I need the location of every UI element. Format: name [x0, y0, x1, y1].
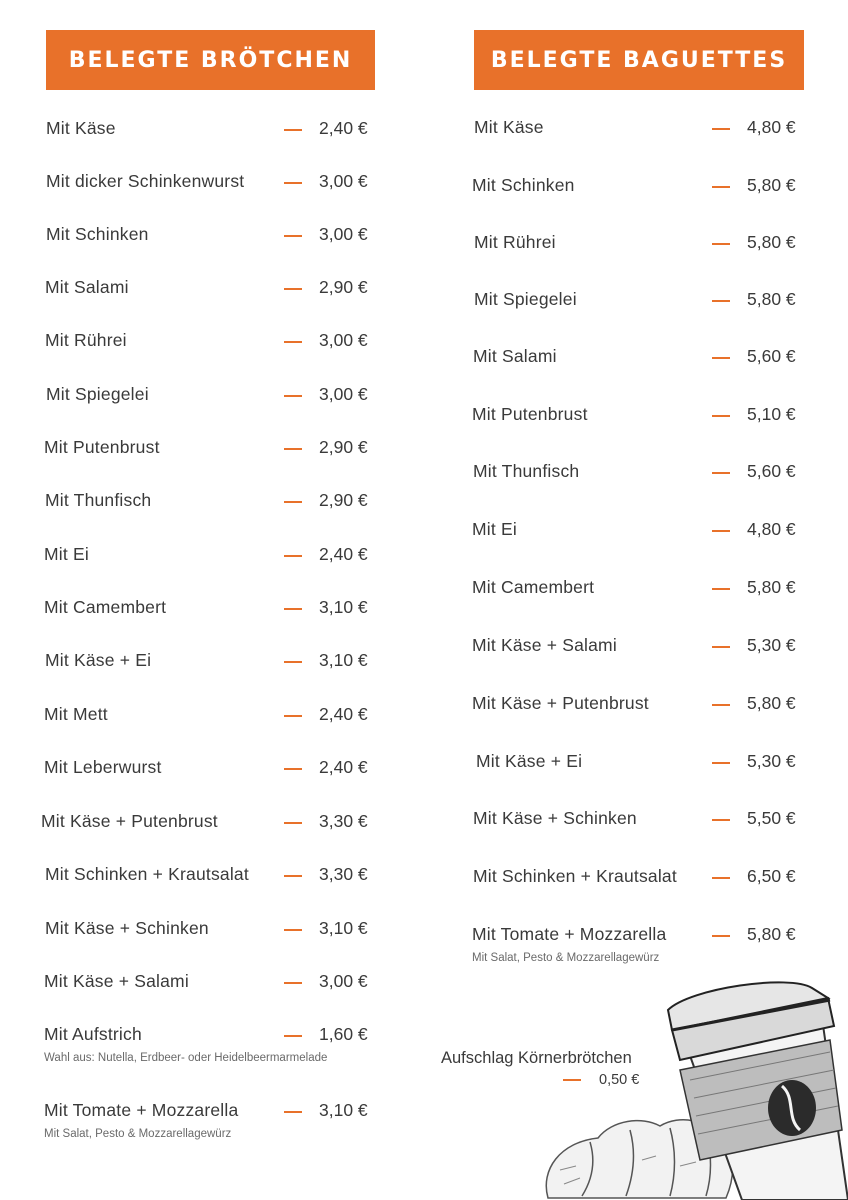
item-price: 2,90 €: [319, 437, 368, 457]
item-price: 3,10 €: [319, 1100, 368, 1120]
menu-item-mit-leberwurst: [44, 757, 389, 781]
price-dash: [284, 608, 302, 610]
menu-item-mit-kaese-salami: [472, 635, 817, 659]
item-name: Mit Salami: [473, 346, 557, 366]
item-name: Mit Salami: [45, 277, 129, 297]
item-price: 5,80 €: [747, 289, 796, 309]
menu-item-mit-mett: [44, 704, 389, 728]
item-price: 1,60 €: [319, 1024, 368, 1044]
item-price: 5,60 €: [747, 346, 796, 366]
price-dash: [284, 875, 302, 877]
item-note: Wahl aus: Nutella, Erdbeer- oder Heidelbeermarmelade: [44, 1052, 328, 1064]
price-dash: [284, 715, 302, 717]
price-dash: [712, 762, 730, 764]
item-name: Mit Putenbrust: [472, 404, 588, 424]
item-name: Mit Käse: [46, 118, 116, 138]
item-name: Mit Putenbrust: [44, 437, 160, 457]
item-price: 3,00 €: [319, 330, 368, 350]
menu-item-mit-kaese-salami: [44, 971, 389, 995]
menu-item-mit-spiegelei: [46, 384, 389, 408]
item-price: 3,00 €: [319, 384, 368, 404]
item-name: Mit Mett: [44, 704, 108, 724]
item-name: Mit Ei: [472, 519, 517, 539]
surcharge-label: Aufschlag Körnerbrötchen: [441, 1049, 632, 1067]
item-price: 6,50 €: [747, 866, 796, 886]
item-price: 5,30 €: [747, 635, 796, 655]
price-dash: [284, 129, 302, 131]
item-name: Mit Tomate + Mozzarella: [44, 1100, 239, 1120]
price-dash: [284, 555, 302, 557]
menu-item-mit-ei: [472, 519, 817, 543]
item-name: Mit Käse + Salami: [44, 971, 189, 991]
item-name: Mit Käse + Salami: [472, 635, 617, 655]
header-belegte-baguettes: [474, 30, 804, 90]
item-price: 3,10 €: [319, 650, 368, 670]
item-name: Mit Rührei: [45, 330, 127, 350]
price-dash: [712, 877, 730, 879]
item-price: 5,80 €: [747, 924, 796, 944]
item-price: 3,00 €: [319, 971, 368, 991]
item-price: 5,80 €: [747, 175, 796, 195]
item-name: Mit Schinken + Krautsalat: [45, 864, 249, 884]
item-price: 3,30 €: [319, 864, 368, 884]
header-title: BELEGTE BAGUETTES: [490, 47, 788, 73]
item-price: 4,80 €: [747, 117, 796, 137]
item-name: Mit Camembert: [472, 577, 595, 597]
item-price: 5,80 €: [747, 577, 796, 597]
item-name: Mit Leberwurst: [44, 757, 162, 777]
item-note: Mit Salat, Pesto & Mozzarellagewürz: [44, 1128, 232, 1140]
menu-item-mit-kaese: [474, 117, 817, 141]
price-dash: [284, 661, 302, 663]
item-price: 2,40 €: [319, 544, 368, 564]
price-dash: [712, 128, 730, 130]
coffee-cup-illustration: [530, 970, 848, 1200]
header-title: BELEGTE BRÖTCHEN: [68, 47, 353, 73]
price-dash: [712, 819, 730, 821]
menu-item-mit-tomate-mozzarella: [472, 924, 817, 948]
item-name: Mit dicker Schinkenwurst: [46, 171, 245, 191]
menu-item-mit-spiegelei: [474, 289, 817, 313]
item-name: Mit Käse + Schinken: [45, 918, 209, 938]
menu-item-mit-kaese-ei: [476, 751, 817, 775]
price-dash: [284, 235, 302, 237]
menu-item-mit-kaese: [46, 118, 389, 142]
price-dash: [712, 935, 730, 937]
item-name: Mit Käse + Schinken: [473, 808, 637, 828]
item-price: 3,00 €: [319, 171, 368, 191]
surcharge-price: 0,50 €: [599, 1072, 640, 1088]
price-dash: [284, 341, 302, 343]
menu-item-mit-putenbrust: [472, 404, 817, 428]
price-dash: [284, 448, 302, 450]
price-dash: [284, 182, 302, 184]
item-price: 2,40 €: [319, 704, 368, 724]
menu-item-mit-aufstrich: [44, 1024, 389, 1048]
item-name: Mit Thunfisch: [473, 461, 580, 481]
header-belegte-broetchen: [46, 30, 375, 90]
menu-item-mit-ruehrei: [45, 330, 389, 354]
price-dash: [712, 357, 730, 359]
item-price: 3,30 €: [319, 811, 368, 831]
menu-item-mit-dicker-schinkenwurst: [46, 171, 389, 195]
item-name: Mit Schinken: [472, 175, 575, 195]
item-name: Mit Käse + Ei: [476, 751, 583, 771]
item-name: Mit Käse + Putenbrust: [41, 811, 218, 831]
item-name: Mit Käse + Putenbrust: [472, 693, 649, 713]
item-price: 2,90 €: [319, 277, 368, 297]
menu-item-mit-schinken-krautsalat: [473, 866, 817, 890]
price-dash: [284, 395, 302, 397]
price-dash: [712, 415, 730, 417]
item-price: 5,60 €: [747, 461, 796, 481]
menu-item-mit-ei: [44, 544, 389, 568]
item-price: 5,80 €: [747, 693, 796, 713]
item-name: Mit Spiegelei: [474, 289, 577, 309]
price-dash: [712, 186, 730, 188]
menu-item-mit-tomate-mozzarella: [44, 1100, 389, 1124]
menu-item-mit-schinken-krautsalat: [45, 864, 389, 888]
item-name: Mit Aufstrich: [44, 1024, 142, 1044]
menu-item-mit-camembert: [472, 577, 817, 601]
price-dash: [284, 982, 302, 984]
menu-item-mit-thunfisch: [45, 490, 389, 514]
item-name: Mit Schinken: [46, 224, 149, 244]
item-name: Mit Spiegelei: [46, 384, 149, 404]
menu-item-mit-ruehrei: [474, 232, 817, 256]
price-dash: [712, 704, 730, 706]
menu-item-mit-camembert: [44, 597, 389, 621]
price-dash: [284, 501, 302, 503]
price-dash: [284, 1111, 302, 1113]
item-name: Mit Ei: [44, 544, 89, 564]
item-price: 3,10 €: [319, 918, 368, 938]
item-price: 2,40 €: [319, 118, 368, 138]
item-price: 5,50 €: [747, 808, 796, 828]
item-price: 4,80 €: [747, 519, 796, 539]
item-name: Mit Rührei: [474, 232, 556, 252]
item-name: Mit Camembert: [44, 597, 167, 617]
menu-item-mit-kaese-putenbrust: [41, 811, 389, 835]
price-dash: [284, 822, 302, 824]
item-name: Mit Käse + Ei: [45, 650, 152, 670]
price-dash: [284, 288, 302, 290]
menu-item-mit-salami: [473, 346, 817, 370]
item-price: 3,10 €: [319, 597, 368, 617]
price-dash: [712, 530, 730, 532]
price-dash: [712, 646, 730, 648]
menu-item-mit-kaese-putenbrust: [472, 693, 817, 717]
menu-item-mit-schinken: [472, 175, 817, 199]
item-name: Mit Tomate + Mozzarella: [472, 924, 667, 944]
item-price: 2,90 €: [319, 490, 368, 510]
item-price: 2,40 €: [319, 757, 368, 777]
item-price: 5,10 €: [747, 404, 796, 424]
item-price: 5,30 €: [747, 751, 796, 771]
price-dash: [712, 472, 730, 474]
price-dash: [712, 300, 730, 302]
price-dash: [284, 768, 302, 770]
item-price: 3,00 €: [319, 224, 368, 244]
price-dash: [284, 929, 302, 931]
menu-item-mit-schinken: [46, 224, 389, 248]
price-dash: [284, 1035, 302, 1037]
item-price: 5,80 €: [747, 232, 796, 252]
price-dash: [712, 243, 730, 245]
item-name: Mit Käse: [474, 117, 544, 137]
item-name: Mit Schinken + Krautsalat: [473, 866, 677, 886]
menu-item-mit-kaese-ei: [45, 650, 389, 674]
menu-item-mit-putenbrust: [44, 437, 389, 461]
item-note: Mit Salat, Pesto & Mozzarellagewürz: [472, 952, 660, 964]
menu-item-mit-kaese-schinken: [45, 918, 389, 942]
price-dash: [712, 588, 730, 590]
menu-item-mit-thunfisch: [473, 461, 817, 485]
menu-item-mit-kaese-schinken: [473, 808, 817, 832]
menu-item-mit-salami: [45, 277, 389, 301]
item-name: Mit Thunfisch: [45, 490, 152, 510]
